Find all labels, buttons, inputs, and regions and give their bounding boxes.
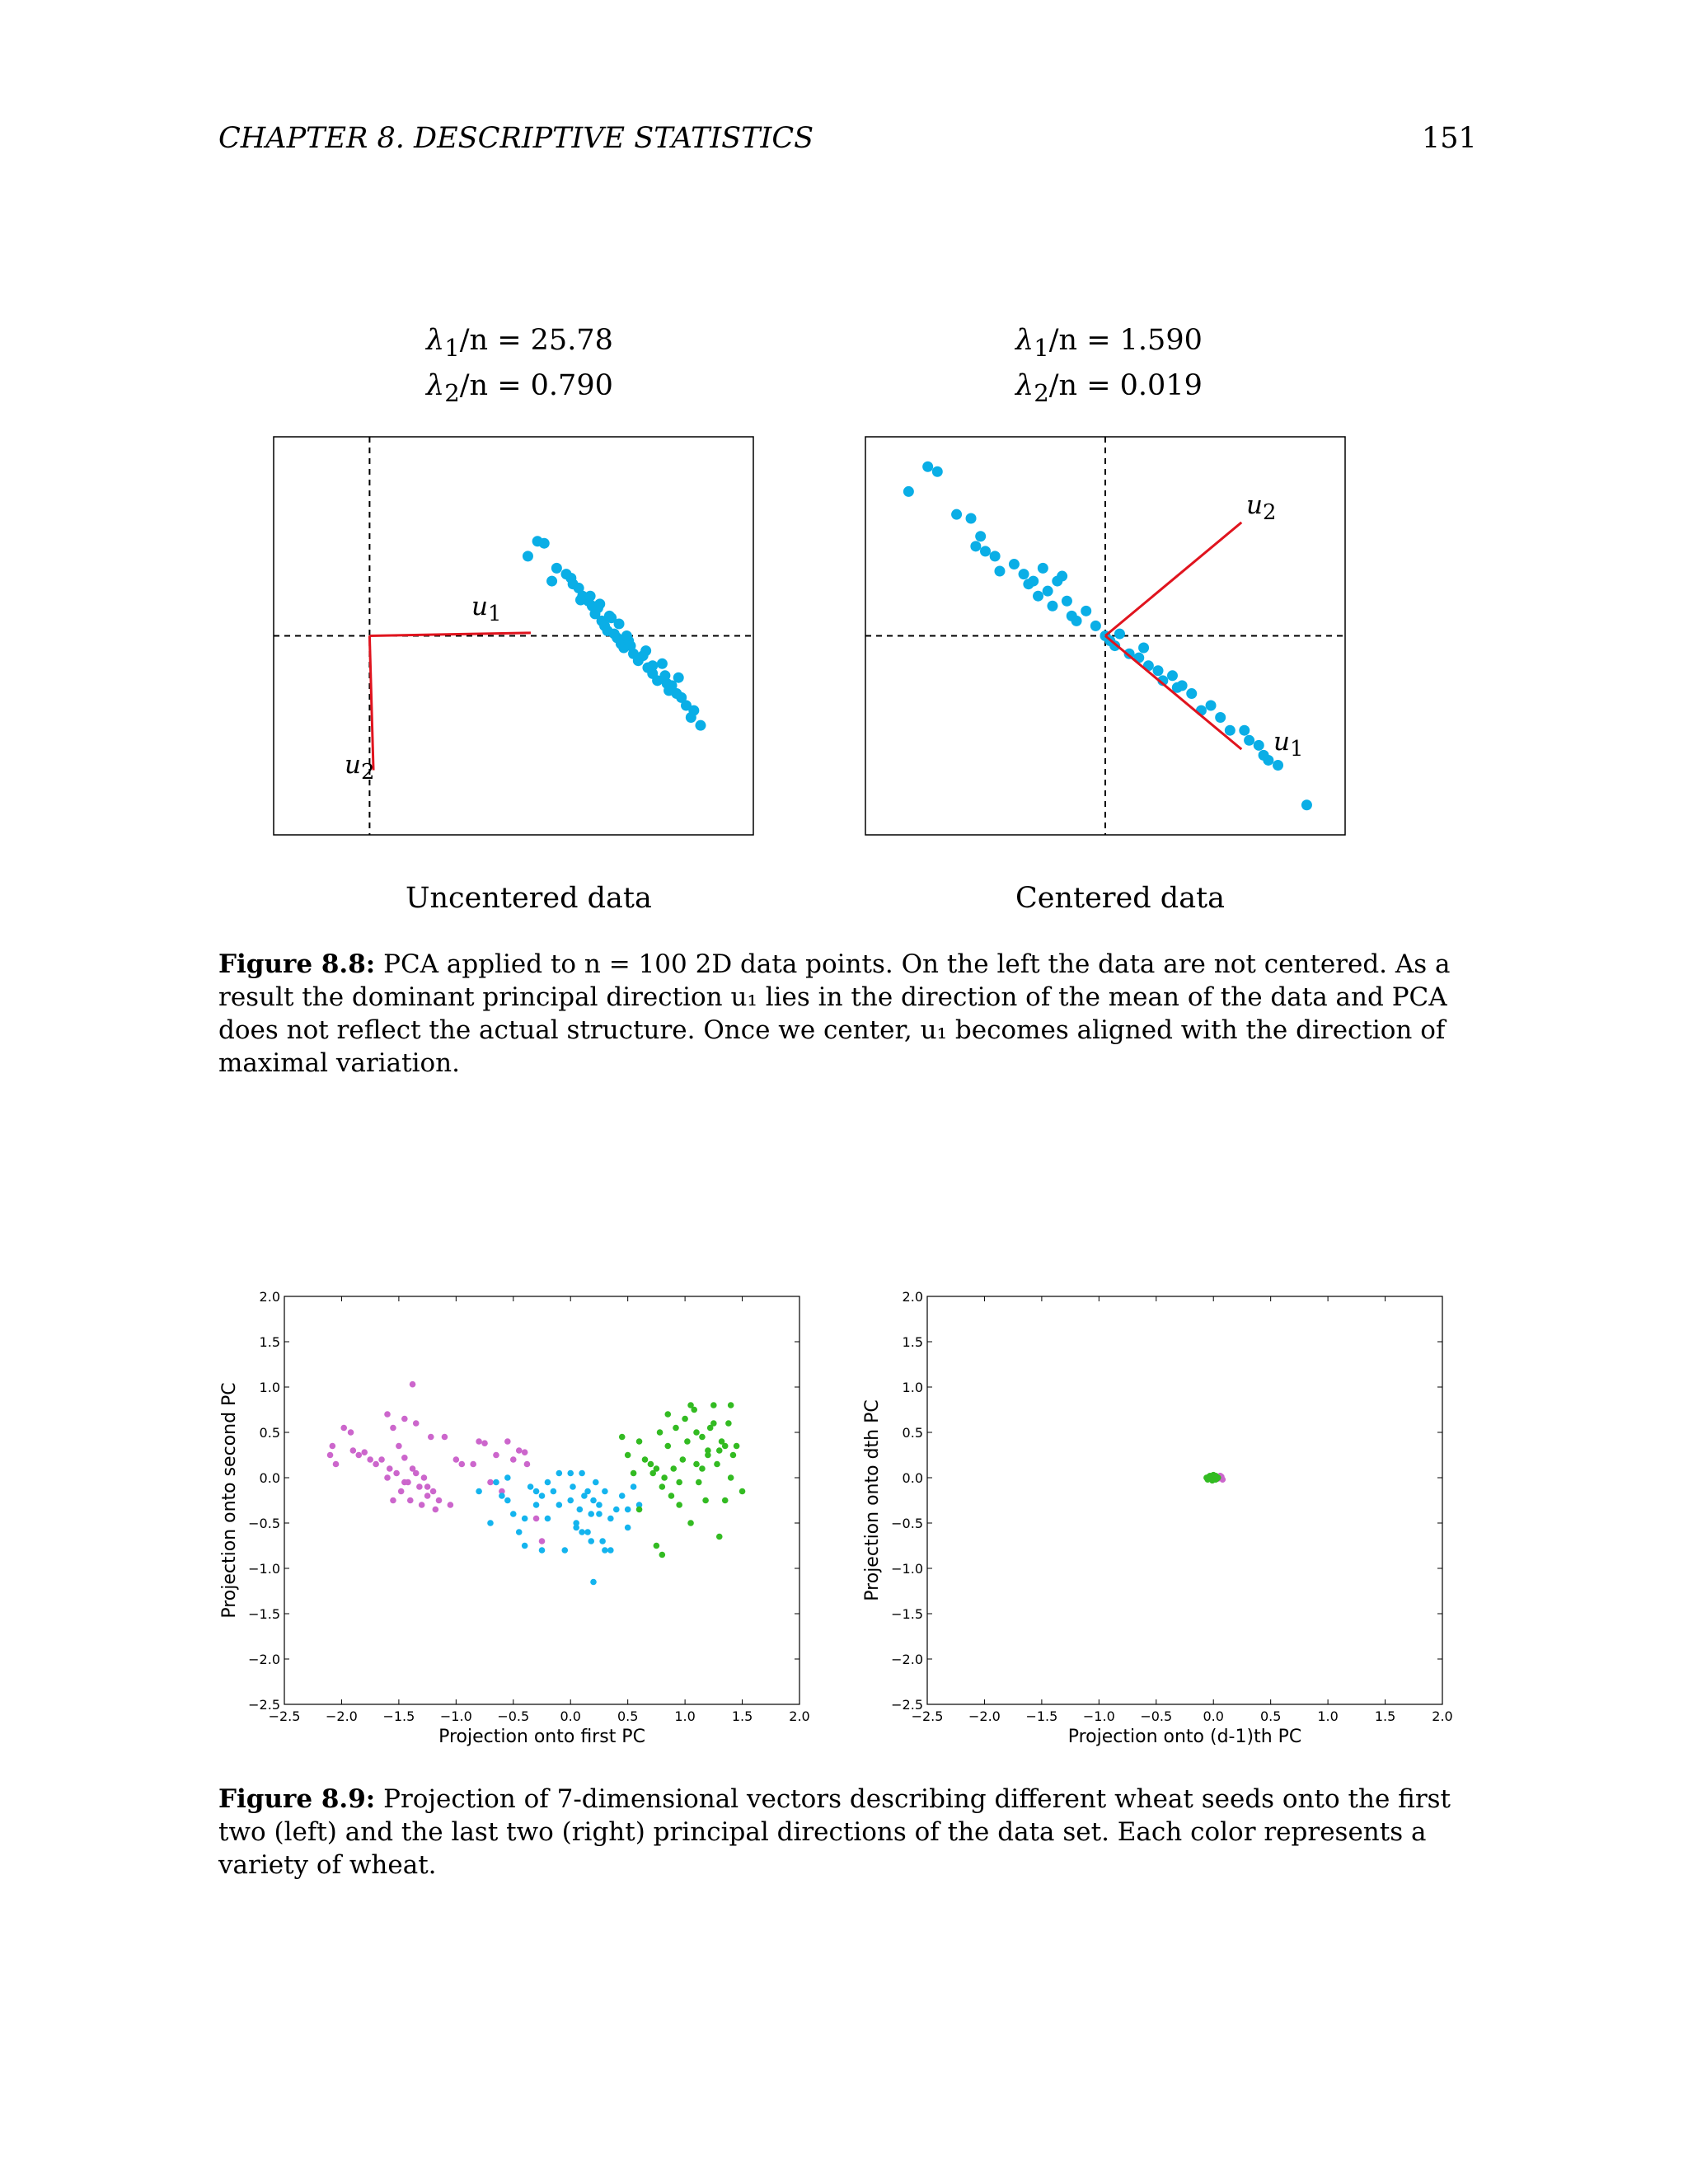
variety-3-point [676, 1479, 682, 1486]
page-number: 151 [1422, 122, 1477, 155]
u1-label-right: $u_1$ [1273, 727, 1304, 762]
variety-1-point [384, 1474, 391, 1481]
variety-1-point [348, 1429, 354, 1436]
variety-3-point [714, 1461, 720, 1468]
x-tick-label: −1.0 [1082, 1708, 1115, 1724]
data-point [686, 712, 696, 723]
data-point [922, 462, 933, 472]
variety-3-point [710, 1402, 717, 1408]
data-point [1038, 563, 1048, 574]
variety-1-point [416, 1483, 423, 1490]
data-point [657, 658, 668, 669]
data-point [1081, 606, 1091, 616]
variety-2-point [596, 1502, 603, 1508]
variety-3-point [693, 1429, 700, 1436]
variety-1-point [393, 1470, 400, 1477]
variety-1-point [442, 1434, 448, 1441]
variety-2-point [545, 1479, 551, 1486]
variety-1-point [533, 1516, 540, 1522]
variety-3-point [730, 1452, 737, 1459]
variety-2-point [602, 1488, 608, 1495]
subcaption-uncentered: Uncentered data [406, 882, 652, 915]
variety-1-point [413, 1470, 420, 1477]
variety-2-point [607, 1516, 614, 1522]
data-point [932, 466, 943, 477]
y-tick-label: −0.5 [891, 1516, 923, 1531]
x-tick-label: 2.0 [1432, 1708, 1453, 1724]
x-tick-label: −0.5 [497, 1708, 530, 1724]
data-point [575, 595, 586, 606]
data-point [539, 538, 550, 549]
variety-2-point [556, 1502, 563, 1508]
variety-3-point [668, 1493, 675, 1499]
variety-2-point [590, 1579, 597, 1586]
data-point [626, 640, 636, 651]
variety-2-point [487, 1520, 494, 1526]
variety-3-point [659, 1552, 666, 1558]
y-tick-label: −1.0 [891, 1561, 923, 1577]
variety-3-point [661, 1474, 668, 1481]
variety-2-point [593, 1479, 599, 1486]
y-tick-label: 2.0 [259, 1289, 280, 1305]
variety-1-point [470, 1461, 476, 1468]
data-point [1009, 559, 1020, 569]
y-tick-label: 1.0 [902, 1380, 923, 1395]
variety-2-point [504, 1497, 511, 1504]
variety-3-point [636, 1438, 643, 1445]
variety-1-point [327, 1452, 334, 1459]
variety-3-point [673, 1425, 679, 1432]
variety-3-point [702, 1497, 709, 1504]
variety-3-point [725, 1420, 732, 1427]
y-tick-label: 1.0 [259, 1380, 280, 1395]
variety-1-point [340, 1425, 347, 1432]
variety-3-point [1206, 1474, 1212, 1481]
variety-3-point [642, 1456, 649, 1463]
variety-1-point [355, 1452, 362, 1459]
variety-1-point [333, 1461, 340, 1468]
variety-3-point [710, 1420, 717, 1427]
variety-3-point [699, 1434, 706, 1441]
data-point [594, 598, 605, 609]
variety-2-point [625, 1507, 631, 1513]
variety-3-point [684, 1438, 691, 1445]
x-tick-label: −0.5 [1140, 1708, 1173, 1724]
data-point [551, 563, 562, 574]
variety-3-point [631, 1470, 637, 1477]
variety-1-point [424, 1483, 431, 1490]
y-axis-label: Projection onto second PC [219, 1382, 240, 1619]
variety-3-point [696, 1479, 702, 1486]
variety-1-point [419, 1502, 425, 1508]
y-tick-label: 0.5 [902, 1425, 923, 1441]
variety-2-point [619, 1493, 626, 1499]
variety-3-point [716, 1534, 723, 1540]
caption-text: PCA applied to n = 100 2D data points. On the left the data are not centered. As a result the dominant principal direction u₁ lies in the direction of the mean of the data and PCA does not reflect the actual structure. Once we center, u₁ becomes aligned with the direction of maximal variation. [218, 949, 1451, 1078]
lambda-label-left: $\lambda_1/n = 25.78$ $\lambda_2/n = 0.790$ [426, 324, 613, 407]
data-point [1225, 725, 1236, 736]
y-tick-label: 1.5 [902, 1334, 923, 1350]
variety-3-point [687, 1520, 694, 1526]
data-point [1259, 750, 1269, 761]
variety-2-point [596, 1511, 603, 1517]
data-point [1138, 642, 1149, 653]
caption-text: Projection of 7-dimensional vectors describing different wheat seeds onto the first two (left) and the last two (right) principal directions of the data set. Each color represents a variety of wheat. [218, 1784, 1451, 1880]
data-point [903, 486, 914, 497]
variety-2-point [599, 1538, 606, 1544]
x-tick-label: 1.0 [1317, 1708, 1339, 1724]
y-tick-label: −2.0 [891, 1652, 923, 1667]
variety-1-point [350, 1447, 357, 1454]
variety-2-point [579, 1470, 585, 1477]
x-tick-label: 0.5 [617, 1708, 639, 1724]
x-tick-label: −2.0 [326, 1708, 358, 1724]
variety-2-point [522, 1516, 528, 1522]
variety-1-point [407, 1497, 414, 1504]
variety-1-point [430, 1488, 437, 1495]
subcaption-centered: Centered data [1015, 882, 1225, 915]
data-point [1019, 569, 1029, 579]
variety-1-point [481, 1440, 488, 1446]
variety-3-point [625, 1452, 631, 1459]
variety-1-point [504, 1438, 511, 1445]
variety-2-point [570, 1483, 576, 1490]
data-point [546, 576, 557, 587]
u2-label-right: $u_2$ [1246, 490, 1277, 526]
y-tick-label: −0.5 [248, 1516, 280, 1531]
variety-3-point [722, 1443, 729, 1450]
x-tick-label: −2.0 [968, 1708, 1001, 1724]
variety-1-point [401, 1455, 408, 1461]
variety-2-point [573, 1525, 579, 1531]
variety-1-point [396, 1443, 402, 1450]
y-axis-label: Projection onto dth PC [862, 1399, 883, 1601]
data-point [1186, 688, 1197, 699]
y-tick-label: 0.5 [259, 1425, 280, 1441]
data-point [1033, 591, 1043, 602]
variety-2-point [631, 1483, 637, 1490]
variety-1-point [433, 1507, 439, 1513]
variety-2-point [577, 1507, 584, 1513]
data-point [1047, 601, 1057, 612]
variety-1-point [539, 1538, 546, 1544]
data-point [1206, 701, 1217, 711]
variety-1-point [453, 1456, 460, 1463]
variety-3-point [728, 1402, 734, 1408]
variety-1-point [410, 1381, 416, 1388]
y-tick-label: −1.5 [891, 1606, 923, 1622]
data-point [970, 541, 981, 551]
variety-1-point [516, 1447, 523, 1454]
variety-1-point [493, 1452, 499, 1459]
variety-1-point [330, 1443, 336, 1450]
data-point [1071, 616, 1082, 626]
variety-3-point [670, 1465, 677, 1472]
variety-2-point [551, 1488, 557, 1495]
variety-1-point [448, 1502, 454, 1508]
variety-1-point [476, 1438, 482, 1445]
variety-1-point [361, 1449, 368, 1455]
variety-2-point [588, 1511, 594, 1517]
variety-2-point [528, 1483, 534, 1490]
variety-3-point [664, 1443, 671, 1450]
data-point [951, 509, 962, 520]
variety-2-point [510, 1511, 517, 1517]
variety-2-point [588, 1538, 594, 1544]
variety-2-point [516, 1529, 523, 1535]
data-point [1215, 712, 1226, 723]
y-tick-label: −2.0 [248, 1652, 280, 1667]
data-point [1167, 670, 1178, 681]
variety-1-point [413, 1420, 420, 1427]
data-point [662, 678, 673, 689]
variety-1-point [367, 1456, 373, 1463]
x-tick-label: −1.5 [382, 1708, 415, 1724]
data-point [647, 660, 658, 671]
last-pc-plot [849, 1282, 1459, 1747]
x-tick-label: 1.5 [731, 1708, 753, 1724]
data-point [565, 573, 576, 583]
running-header: CHAPTER 8. DESCRIPTIVE STATISTICS [218, 122, 814, 155]
data-point [604, 611, 615, 621]
y-tick-label: 0.0 [259, 1470, 280, 1486]
figure-8-9-caption [218, 1783, 1471, 1882]
variety-3-point [728, 1474, 734, 1481]
variety-1-point [510, 1456, 517, 1463]
data-point [1090, 621, 1101, 631]
variety-1-point [401, 1479, 408, 1486]
x-tick-label: 1.5 [1374, 1708, 1396, 1724]
first-pc-plot [206, 1282, 816, 1747]
variety-3-point [657, 1429, 663, 1436]
variety-2-point [556, 1470, 563, 1477]
variety-2-point [539, 1547, 546, 1554]
variety-1-point [387, 1465, 393, 1472]
variety-3-point [1212, 1473, 1219, 1479]
x-axis-label: Projection onto (d-1)th PC [1067, 1727, 1302, 1747]
x-tick-label: −2.5 [911, 1708, 944, 1724]
variety-1-point [487, 1479, 494, 1486]
x-tick-label: 0.0 [560, 1708, 581, 1724]
variety-3-point [716, 1447, 723, 1454]
variety-2-point [545, 1516, 551, 1522]
x-tick-label: −1.0 [439, 1708, 472, 1724]
data-point [621, 630, 632, 641]
variety-2-point [567, 1470, 574, 1477]
variety-2-point [533, 1502, 540, 1508]
variety-3-point [654, 1465, 660, 1472]
caption-label: Figure 8.9: [218, 1784, 376, 1814]
y-tick-label: −1.0 [248, 1561, 280, 1577]
variety-2-point [522, 1543, 528, 1549]
u1-vector [369, 633, 531, 636]
variety-1-point [522, 1449, 528, 1455]
plot-frame [927, 1296, 1442, 1704]
variety-2-point [584, 1529, 591, 1535]
variety-3-point [734, 1443, 740, 1450]
data-point [990, 551, 1001, 561]
variety-2-point [602, 1547, 608, 1554]
variety-3-point [680, 1456, 687, 1463]
data-point [966, 513, 977, 524]
variety-3-point [664, 1411, 671, 1418]
variety-3-point [619, 1434, 626, 1441]
variety-2-point [533, 1488, 540, 1495]
data-point [1062, 596, 1072, 607]
data-point [673, 673, 684, 683]
data-point [1254, 740, 1264, 751]
variety-3-point [705, 1452, 711, 1459]
variety-1-point [384, 1411, 391, 1418]
variety-1-point [421, 1474, 428, 1481]
variety-3-point [693, 1461, 700, 1468]
u1-vector [1105, 636, 1241, 750]
data-point [1153, 665, 1164, 676]
variety-2-point [625, 1525, 631, 1531]
variety-2-point [590, 1497, 597, 1504]
data-point [585, 591, 596, 602]
variety-3-point [648, 1461, 654, 1468]
caption-label: Figure 8.8: [218, 949, 376, 979]
data-point [1028, 576, 1039, 587]
variety-1-point [390, 1425, 396, 1432]
variety-3-point [636, 1507, 643, 1513]
variety-1-point [428, 1434, 434, 1441]
y-tick-label: 0.0 [902, 1470, 923, 1486]
y-tick-label: −2.5 [891, 1697, 923, 1713]
variety-1-point [378, 1456, 385, 1463]
x-tick-label: −2.5 [268, 1708, 301, 1724]
variety-2-point [476, 1488, 482, 1495]
variety-3-point [691, 1407, 697, 1413]
variety-2-point [613, 1507, 620, 1513]
x-tick-label: 1.0 [674, 1708, 696, 1724]
x-axis-label: Projection onto first PC [438, 1727, 645, 1747]
x-tick-label: 0.5 [1259, 1708, 1282, 1724]
variety-3-point [676, 1502, 682, 1508]
y-tick-label: 1.5 [259, 1334, 280, 1350]
y-tick-label: −2.5 [248, 1697, 280, 1713]
data-point [1043, 586, 1053, 597]
x-tick-label: 0.0 [1203, 1708, 1224, 1724]
variety-1-point [458, 1461, 465, 1468]
data-point [640, 645, 651, 656]
variety-3-point [682, 1416, 688, 1422]
variety-2-point [607, 1547, 614, 1554]
u2-label-left: $u_2$ [345, 750, 375, 785]
variety-2-point [539, 1493, 546, 1499]
variety-2-point [493, 1479, 499, 1486]
data-point [1114, 629, 1125, 640]
u2-vector [1105, 523, 1241, 636]
data-point [523, 551, 533, 561]
variety-1-point [436, 1497, 443, 1504]
x-tick-label: −1.5 [1025, 1708, 1058, 1724]
figure-8-8-caption [218, 948, 1471, 1080]
data-point [1052, 576, 1062, 587]
x-tick-label: 2.0 [789, 1708, 810, 1724]
variety-1-point [398, 1488, 405, 1495]
data-point [695, 720, 706, 731]
data-point [1301, 799, 1312, 810]
variety-3-point [722, 1497, 729, 1504]
variety-3-point [739, 1488, 746, 1495]
data-point [1239, 725, 1250, 736]
data-point [614, 619, 625, 630]
y-tick-label: 2.0 [902, 1289, 923, 1305]
u1-label-left: $u_1$ [471, 592, 502, 627]
variety-1-point [424, 1493, 431, 1499]
variety-1-point [401, 1416, 408, 1422]
variety-2-point [561, 1547, 568, 1554]
variety-3-point [654, 1543, 660, 1549]
variety-2-point [504, 1474, 511, 1481]
variety-1-point [524, 1461, 531, 1468]
data-point [980, 546, 991, 556]
variety-1-point [373, 1461, 379, 1468]
variety-2-point [499, 1493, 505, 1499]
data-point [994, 566, 1005, 577]
variety-3-point [659, 1483, 666, 1490]
variety-1-point [390, 1497, 396, 1504]
lambda-label-right: $\lambda_1/n = 1.590$ $\lambda_2/n = 0.019$ [1015, 324, 1203, 407]
variety-3-point [699, 1465, 706, 1472]
data-point [1244, 735, 1254, 746]
variety-2-point [584, 1488, 591, 1495]
variety-2-point [567, 1497, 574, 1504]
variety-2-point [579, 1529, 585, 1535]
data-point [975, 531, 986, 541]
y-tick-label: −1.5 [248, 1606, 280, 1622]
